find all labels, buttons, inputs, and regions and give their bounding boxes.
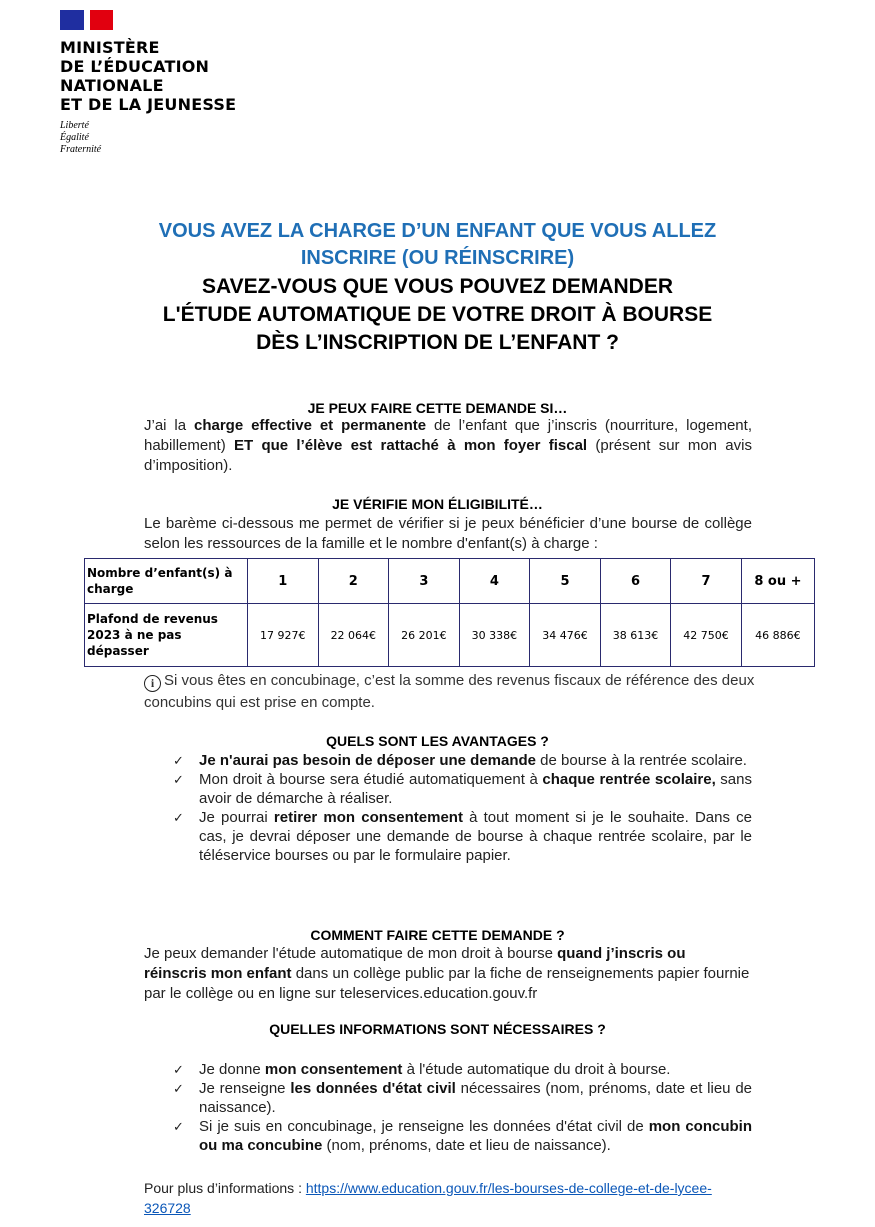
checkmark-icon: ✓: [173, 1081, 184, 1096]
info-link[interactable]: https://www.education.gouv.fr/les-bourses-de-college-et-de-lycee-326728: [144, 1180, 712, 1216]
conditions-paragraph: J’ai la charge effective et permanente de l’enfant que j’inscris (nourriture, logement, habillement) ET que l’élève est rattaché à mon foyer fiscal (présent sur mon avis d’imposition).: [144, 417, 752, 474]
income-ceiling-table: [84, 558, 815, 667]
eligibility-paragraph: Le barème ci-dessous me permet de vérifier si je peux bénéficier d’une bourse de collège selon les ressources de la famille et le nombre d'enfant(s) à charge :: [144, 515, 752, 552]
table-row: Plafond de revenus 2023 à ne pas dépasser 17 927€ 22 064€ 26 201€ 30 338€ 34 476€ 38 613€ 42 750€ 46 886€: [85, 604, 815, 667]
title-black: SAVEZ-VOUS QUE VOUS POUVEZ DEMANDER L'ÉTUDE AUTOMATIQUE DE VOTRE DROIT À BOURSE DÈS L’INSCRIPTION DE L’ENFANT ?: [162, 275, 713, 354]
section-heading-information: QUELLES INFORMATIONS SONT NÉCESSAIRES ?: [269, 1021, 606, 1037]
information-list: [170, 1060, 752, 1155]
section-heading-how: COMMENT FAIRE CETTE DEMANDE ?: [310, 927, 565, 943]
section-heading-advantages: QUELS SONT LES AVANTAGES ?: [326, 733, 549, 749]
motto: Liberté Égalité Fraternité: [60, 120, 102, 155]
ministry-name: MINISTÈRE DE L’ÉDUCATION NATIONALE ET DE LA JEUNESSE: [60, 38, 237, 114]
title-blue: VOUS AVEZ LA CHARGE D’UN ENFANT QUE VOUS ALLEZ INSCRIRE (OU RÉINSCRIRE): [158, 220, 717, 269]
list-item: ✓ Je pourrai retirer mon consentement à tout moment si je le souhaite. Dans ce cas, je devrai déposer une demande de bourse à chaque rentrée scolaire, par le téléservice bourses ou par le formulaire papier.: [173, 809, 752, 864]
list-item: ✓ Je n'aurai pas besoin de déposer une demande de bourse à la rentrée scolaire.: [173, 752, 747, 769]
section-heading-eligibility: JE VÉRIFIE MON ÉLIGIBILITÉ…: [332, 496, 543, 512]
section-heading-conditions: JE PEUX FAIRE CETTE DEMANDE SI…: [307, 400, 568, 416]
list-item: ✓ Je donne mon consentement à l'étude automatique du droit à bourse.: [173, 1061, 671, 1078]
ministry-logo: [60, 10, 236, 156]
how-paragraph: Je peux demander l'étude automatique de mon droit à bourse quand j’inscris ou réinscris mon enfant dans un collège public par la fiche de renseignements papier fournie par le collège ou en ligne sur teleservices.education.gouv.fr: [144, 945, 750, 1002]
advantages-list: [170, 751, 752, 865]
table-row: Nombre d’enfant(s) à charge 1 2 3 4 5 6 7 8 ou +: [85, 559, 815, 604]
checkmark-icon: ✓: [173, 1119, 184, 1134]
concubinage-note: i Si vous êtes en concubinage, c’est la somme des revenus fiscaux de référence des deux concubins qui est prise en compte.: [144, 672, 755, 711]
list-item: ✓ Si je suis en concubinage, je renseigne les données d'état civil de mon concubin ou ma concubine (nom, prénoms, date et lieu de naissance).: [173, 1118, 753, 1154]
checkmark-icon: ✓: [173, 753, 184, 768]
list-item: ✓ Je renseigne les données d'état civil nécessaires (nom, prénoms, date et lieu de naissance).: [173, 1080, 752, 1116]
marianne-flag-icon: [60, 10, 113, 30]
list-item: ✓ Mon droit à bourse sera étudié automatiquement à chaque rentrée scolaire, sans avoir de démarche à réaliser.: [173, 771, 752, 807]
info-icon: i: [144, 675, 161, 692]
checkmark-icon: ✓: [173, 810, 184, 825]
more-info: Pour plus d’informations : https://www.education.gouv.fr/les-bourses-de-college-et-de-lycee-326728: [144, 1180, 712, 1216]
checkmark-icon: ✓: [173, 772, 184, 787]
checkmark-icon: ✓: [173, 1062, 184, 1077]
